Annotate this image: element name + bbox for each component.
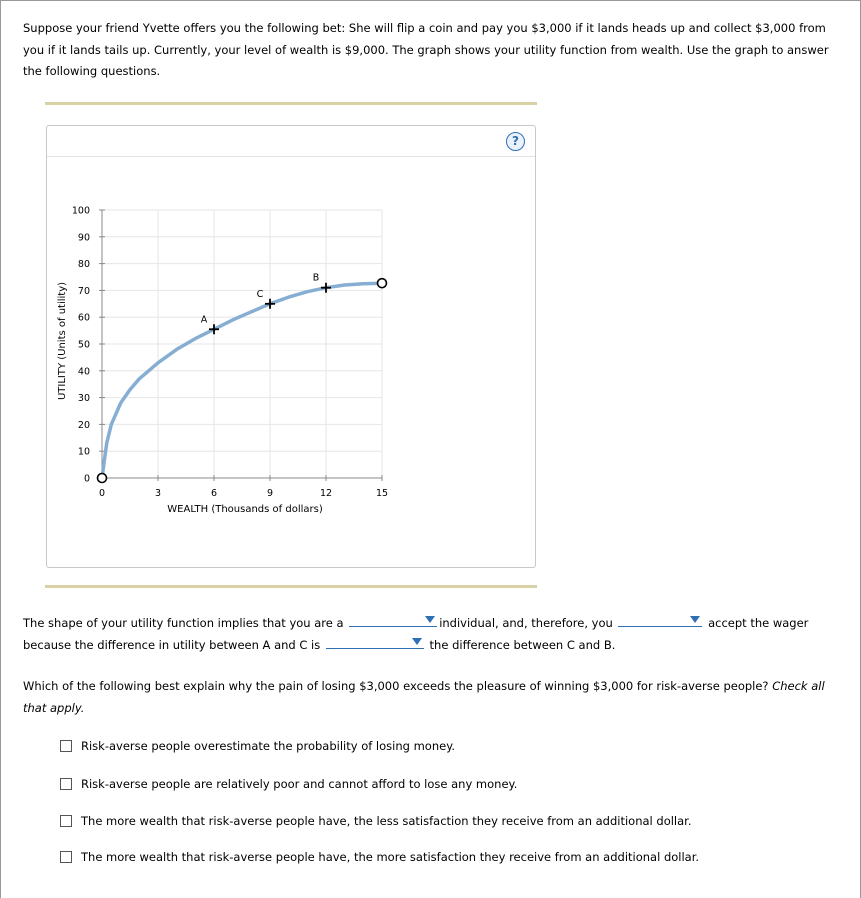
q1-text-5: the difference between C and B. — [429, 638, 616, 652]
option-3[interactable] — [60, 814, 692, 828]
point-a-label: A — [200, 314, 208, 326]
y-tick-label: 20 — [77, 419, 90, 431]
dropdown-risk-type[interactable] — [349, 613, 437, 627]
dropdown-accept[interactable] — [618, 613, 702, 627]
point-b-label: B — [312, 272, 320, 284]
option-3-checkbox[interactable] — [60, 815, 72, 827]
graph-panel — [46, 125, 536, 568]
y-tick-label: 0 — [83, 473, 90, 485]
intro-text: Suppose your friend Yvette offers you the following bet: She will flip a coin and pay you $3,000 if it lands heads up and collect $3,000 from you if it lands tails up. Currently, your level of wealth is $9,000. The graph shows your utility function from wealth. Use the graph to answer the following questions. — [23, 21, 829, 78]
curve-start-point — [98, 474, 107, 483]
top-divider — [45, 102, 537, 105]
option-1[interactable] — [60, 739, 455, 753]
option-1-label: Risk-averse people overestimate the probability of losing money. — [81, 739, 456, 753]
option-4-label: The more wealth that risk-averse people have, the more satisfaction they receive from an additional dollar. — [81, 850, 700, 864]
x-tick-label: 0 — [98, 488, 106, 499]
bottom-divider — [45, 585, 537, 588]
help-icon[interactable]: ? — [506, 132, 525, 151]
x-tick-label: 3 — [154, 488, 162, 499]
y-tick-label: 80 — [77, 259, 90, 271]
y-tick-label: 50 — [77, 339, 90, 351]
q1-text-1: The shape of your utility function implies that you are a — [23, 616, 344, 630]
q1-text-3: accept the wager — [708, 616, 809, 630]
dropdown-comparison[interactable] — [326, 635, 424, 649]
q2-text: Which of the following best explain why the pain of losing $3,000 exceeds the pleasure of winning $3,000 for risk-averse people? — [23, 679, 769, 693]
y-tick-label: 40 — [77, 366, 90, 378]
q1-text-2: individual, and, therefore, you — [439, 616, 613, 630]
y-tick-label: 70 — [77, 285, 90, 297]
y-axis-title: UTILITY (Units of utility) — [57, 281, 68, 401]
question-2 — [23, 676, 848, 719]
question-1 — [23, 612, 838, 656]
dropdown-arrow-icon — [425, 616, 435, 623]
option-2[interactable] — [60, 777, 517, 791]
dropdown-arrow-icon — [690, 616, 700, 623]
point-c-label: C — [256, 288, 264, 300]
curve-end-point — [378, 279, 387, 288]
y-tick-label: 100 — [71, 205, 90, 217]
option-4[interactable] — [60, 850, 699, 864]
y-tick-label: 90 — [77, 232, 90, 244]
option-3-label: The more wealth that risk-averse people have, the less satisfaction they receive from an additional dollar. — [81, 814, 692, 828]
x-tick-label: 9 — [266, 488, 274, 499]
utility-chart — [47, 126, 535, 567]
x-tick-label: 15 — [375, 488, 389, 499]
y-tick-label: 10 — [77, 446, 90, 458]
option-2-checkbox[interactable] — [60, 778, 72, 790]
q1-text-4: because the difference in utility between A and C is — [23, 638, 321, 652]
utility-curve — [102, 283, 382, 478]
y-tick-label: 60 — [77, 312, 90, 324]
option-4-checkbox[interactable] — [60, 851, 72, 863]
x-tick-label: 12 — [319, 488, 333, 499]
option-1-checkbox[interactable] — [60, 740, 72, 752]
x-tick-label: 6 — [210, 488, 218, 499]
y-tick-label: 30 — [77, 393, 90, 405]
dropdown-arrow-icon — [412, 638, 422, 645]
x-axis-title: WEALTH (Thousands of dollars) — [167, 504, 323, 515]
option-2-label: Risk-averse people are relatively poor and cannot afford to lose any money. — [81, 777, 518, 791]
q2-instruction: Check all that apply. — [23, 679, 825, 715]
